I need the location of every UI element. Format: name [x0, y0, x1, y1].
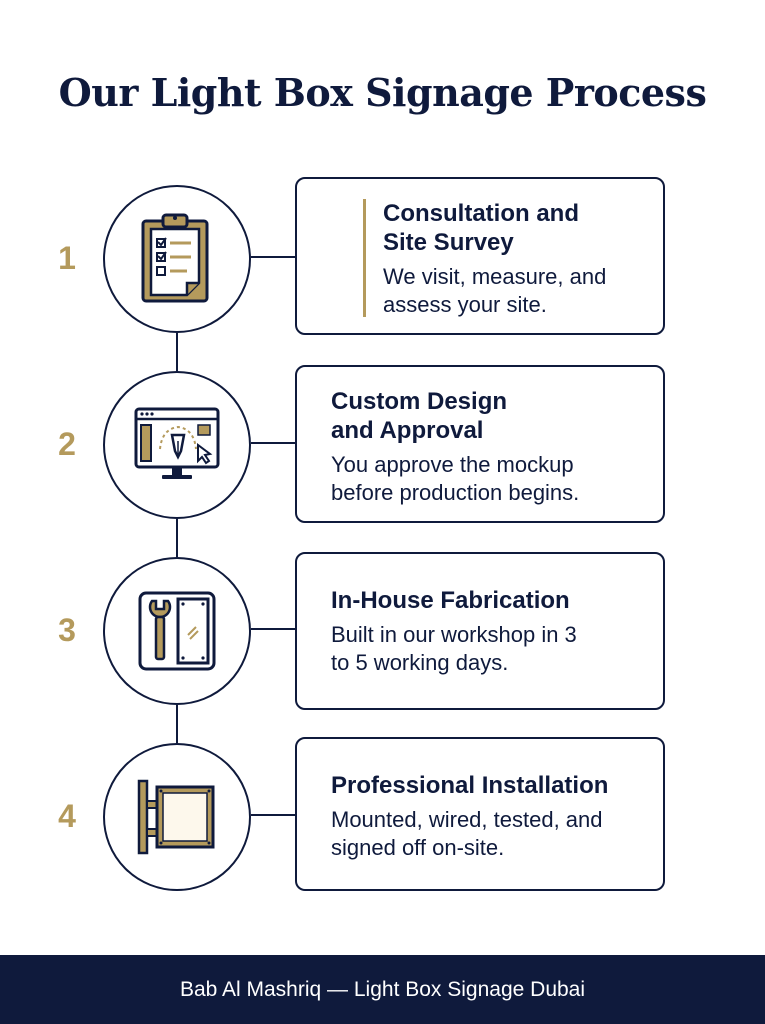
step-icon-circle — [103, 185, 251, 333]
footer-text: Bab Al Mashriq — Light Box Signage Dubai — [179, 977, 586, 1001]
step-title: In-House Fabrication — [331, 587, 570, 614]
step-link-line — [251, 442, 296, 444]
step-number: 2 — [58, 426, 76, 462]
step-title: Custom Design and Approval — [331, 388, 508, 444]
step-icon-circle — [103, 557, 251, 705]
timeline-connector — [176, 333, 178, 371]
step-link-line — [251, 256, 296, 258]
hanging-sign-icon — [135, 777, 219, 857]
step-description: Mounted, wired, tested, and signed off on-site. — [331, 807, 603, 860]
step-card — [295, 177, 665, 335]
accent-bar — [363, 199, 366, 317]
step-number: 3 — [58, 612, 76, 648]
step-number: 1 — [58, 240, 76, 276]
step-card — [295, 552, 665, 710]
timeline-connector — [176, 519, 178, 557]
step-card — [295, 737, 665, 891]
step-title: Professional Installation — [331, 772, 609, 799]
step-link-line — [251, 628, 296, 630]
wrench-panel-icon — [136, 589, 218, 673]
monitor-design-pen-icon — [132, 405, 222, 485]
step-icon-circle — [103, 743, 251, 891]
footer-bar — [0, 955, 765, 1024]
step-description: You approve the mockup before production begins. — [331, 452, 580, 505]
step-card — [295, 365, 665, 523]
step-number: 4 — [58, 798, 76, 834]
step-icon-circle — [103, 371, 251, 519]
step-link-line — [251, 814, 296, 816]
page-title: Our Light Box Signage Process — [58, 70, 707, 115]
timeline-connector — [176, 705, 178, 743]
clipboard-checklist-icon — [137, 211, 217, 307]
step-title: Consultation and Site Survey — [383, 200, 579, 256]
step-description: We visit, measure, and assess your site. — [383, 264, 607, 317]
step-description: Built in our workshop in 3 to 5 working days. — [331, 622, 577, 675]
